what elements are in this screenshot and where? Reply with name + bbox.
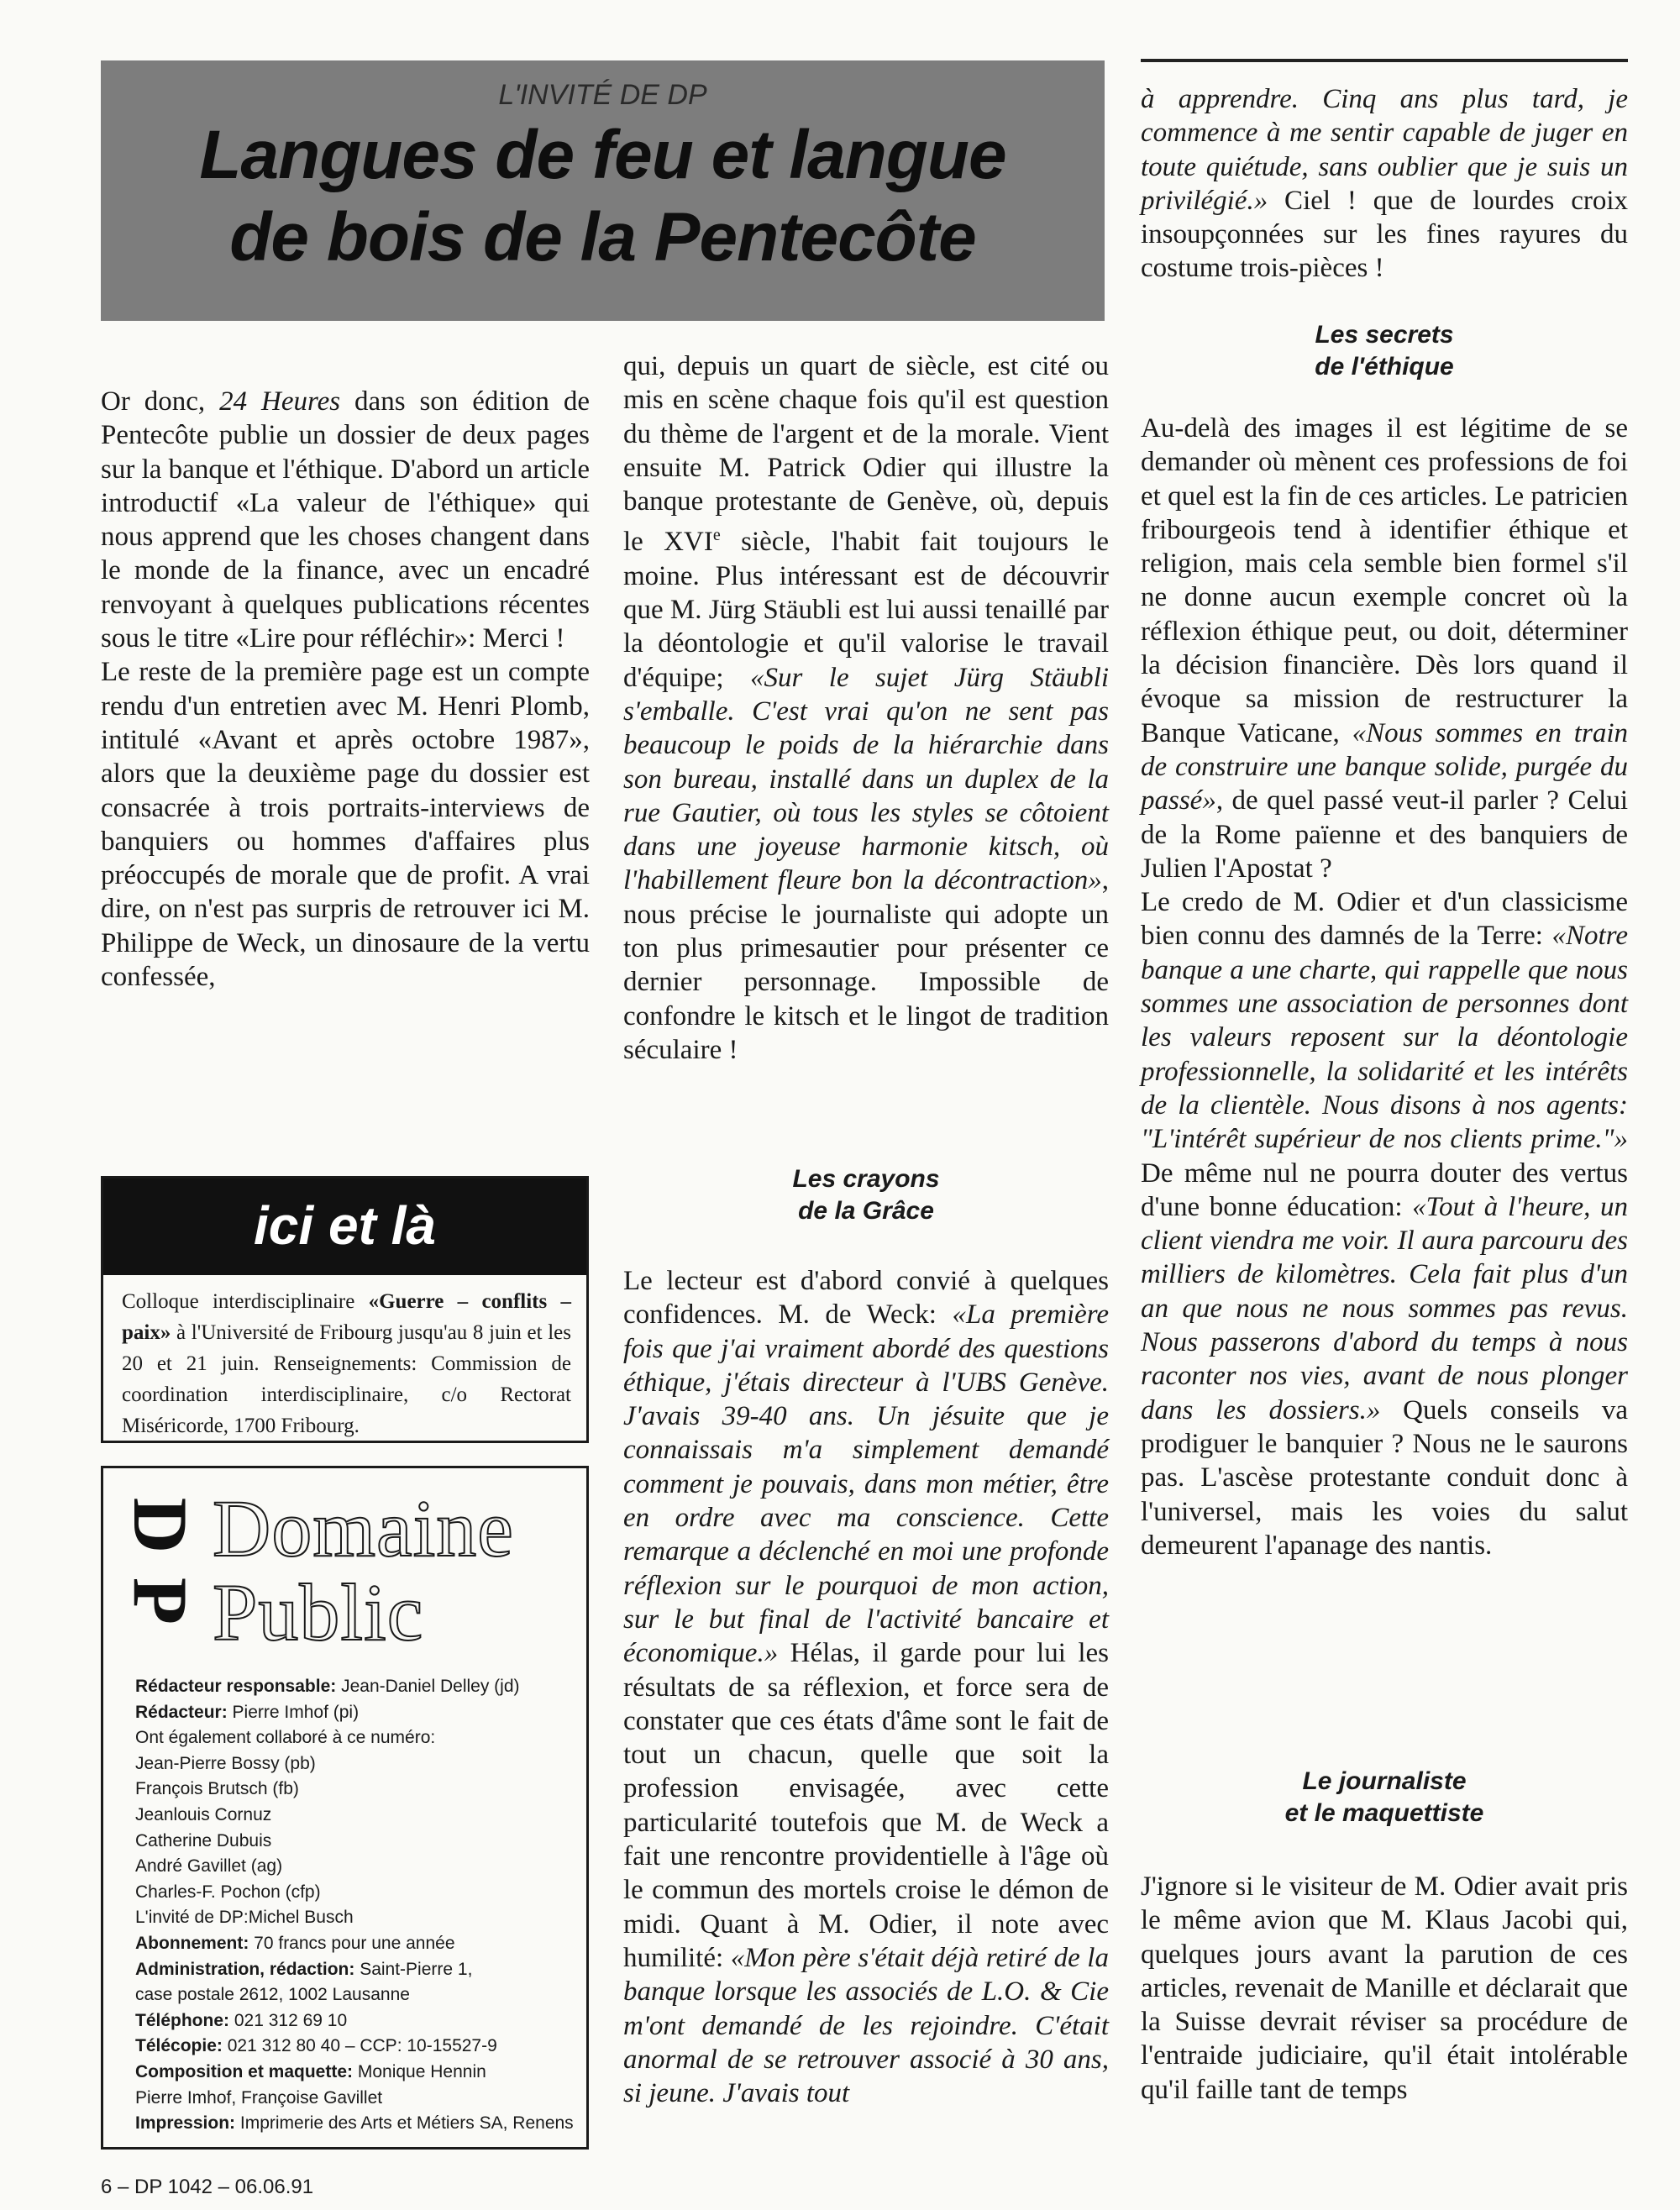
credit-label: Administration, rédaction: (135, 1959, 355, 1979)
credit-line (135, 2086, 576, 2112)
credit-line (135, 1829, 576, 1855)
paragraph: Or donc, 24 Heures dans son édition de Pentecôte publie un dossier de deux pages sur la banque et l'éthique. D'abord un article introductif «La valeur de l'éthique» qui nous apprend que les choses changent dans le monde de la finance, avec un encadré renvoyant à quelques publications récentes sous le titre «Lire pour réfléchir»: Merci ! (101, 386, 590, 654)
paragraph: Au-delà des images il est légitime de se demander où mènent ces professions de foi et quel est la fin de ces articles. Le patricien fribourgeois tend à identifier éthique et religion, mais cela semble bien formel s'il ne donne aucun exemple concret où la réflexion éthique peut, ou doit, déterminer la décision financière. Dès lors quand il évoque sa mission de restructurer la Banque Vaticane, «Nous sommes en train de construire une banque solide, purgée du passé», de quel passé veut-il parler ? Celui de la Rome païenne et des banquiers de Julien l'Apostat ? (1141, 413, 1628, 884)
credit-value: case postale 2612, 1002 Lausanne (135, 1985, 410, 2005)
credit-value: Imprimerie des Arts et Métiers SA, Renens (235, 2113, 574, 2134)
quote: «Nous sommes en train de construire une banque solide, purgée du passé» (1141, 717, 1628, 816)
credit-value: L'invité de DP:Michel Busch (135, 1908, 354, 1928)
page-title (101, 114, 1105, 279)
credit-line (135, 1957, 576, 1983)
subheading-crayons: Les crayons de la Grâce (792, 1165, 940, 1225)
title-line-1: Langues de feu et langue (199, 117, 1006, 193)
credit-line (135, 1725, 576, 1751)
dp-logo (117, 1492, 203, 1643)
credit-value: André Gavillet (ag) (135, 1856, 283, 1877)
header-banner (101, 60, 1105, 321)
ici-et-la-box (101, 1176, 589, 1443)
credit-value: Pierre Imhof (pi) (227, 1702, 360, 1722)
credits-list (135, 1674, 576, 2137)
credit-line (135, 2008, 576, 2034)
credit-label: Abonnement: (135, 1933, 249, 1953)
credit-value: Catherine Dubuis (135, 1830, 272, 1850)
credit-value: Jean-Pierre Bossy (pb) (135, 1753, 316, 1773)
column-3-top (1141, 82, 1628, 286)
credit-line (135, 1803, 576, 1829)
credit-label: Rédacteur: (135, 1702, 228, 1722)
quote: «Sur le sujet Jürg Stäubli s'emballe. C'est vrai qu'on ne sent pas beaucoup le poids de la hiérarchie dans son bureau, installé dans un duplex de la rue Gautier, où tous les styles se côtoient dans une joyeuse harmonie kitsch, où l'habillement fleure bon la décontraction» (623, 662, 1109, 896)
credit-line (135, 2111, 576, 2137)
credit-value: Pierre Imhof, Françoise Gavillet (135, 2087, 383, 2108)
column-3-bottom (1141, 1870, 1628, 2107)
credit-line (135, 1880, 576, 1906)
credit-value: 021 312 69 10 (229, 2010, 348, 2030)
column-2 (623, 349, 1109, 1067)
credit-value: Monique Hennin (353, 2061, 486, 2081)
credit-value: François Brutsch (fb) (135, 1779, 299, 1799)
ici-et-la-text: Colloque interdisciplinaire «Guerre – conflits – paix» à l'Université de Fribourg jusqu'au 8 juin et les 20 et 21 juin. Renseignements: Commission de coordination interdisciplinaire, c/o Rectorat Miséricorde, 1700 Fribourg. (122, 1290, 571, 1437)
dp-letter-p: P (117, 1577, 203, 1625)
quote: à apprendre. Cinq ans plus tard, je commence à me sentir capable de juger en toute quiétude, sans oublier que je suis un privilégié.» (1141, 84, 1628, 216)
credit-line (135, 1854, 576, 1880)
kicker: L'INVITÉ DE DP (498, 79, 707, 111)
credit-line (135, 1905, 576, 1931)
dp-letter-d: D (117, 1497, 203, 1554)
credit-line (135, 1700, 576, 1726)
column-2-lower (623, 1264, 1109, 2110)
paragraph: J'ignore si le visiteur de M. Odier avait pris le même avion que M. Klaus Jacobi qui, quelques jours avant la parution de ces articles, revenait de Manille et déclarait que la Suisse devrait réviser sa procédure de l'entraide judiciaire, qu'il était intolérable qu'il faille tant de temps (1141, 1871, 1628, 2105)
credit-label: Impression: (135, 2113, 236, 2134)
credit-line (135, 1751, 576, 1777)
column-top-rule (1141, 59, 1628, 62)
credit-line (135, 1777, 576, 1803)
paragraph: Le reste de la première page est un compte rendu d'un entretien avec M. Henri Plomb, intitulé «Avant et après octobre 1987», alors que la deuxième page du dossier est consacrée à trois portraits-interviews de banquiers ou hommes d'affaires plus préoccupés de morale que de profit. A vrai dire, on n'est pas surpris de retrouver ici M. Philippe de Weck, un dinosaure de la vertu confessée, (101, 657, 590, 993)
credit-label: Télécopie: (135, 2036, 223, 2056)
masthead-box (101, 1466, 589, 2150)
paragraph: qui, depuis un quart de siècle, est cité ou mis en scène chaque fois qu'il est question du thème de l'argent et de la morale. Vient ensuite M. Patrick Odier qui illustre la banque protestante de Genève, où, depuis le XVIe siècle, l'habit fait toujours le moine. Plus intéressant est de découvrir que M. Jürg Stäubli est lui aussi tenaillé par la déontologie et qu'il valorise le travail d'équipe; «Sur le sujet Jürg Stäubli s'emballe. C'est vrai qu'on ne sent pas beaucoup le poids de la hiérarchie dans son bureau, installé dans un duplex de la rue Gautier, où tous les styles se côtoient dans une joyeuse harmonie kitsch, où l'habillement fleure bon la décontraction», nous précise le journaliste qui adopte un ton plus primesautier pour présenter ce dernier personnage. Impossible de confondre le kitsch et le lingot de tradition séculaire ! (623, 351, 1109, 1065)
column-1 (101, 385, 590, 994)
paragraph: à apprendre. Cinq ans plus tard, je commence à me sentir capable de juger en toute quiétude, sans oublier que je suis un privilégié.» Ciel ! que de lourdes croix insoupçonnées sur les fines rayures du costume trois-pièces ! (1141, 84, 1628, 284)
credit-line (135, 1931, 576, 1957)
credit-value: Ont également collaboré à ce numéro: (135, 1728, 436, 1748)
credit-label: Rédacteur responsable: (135, 1677, 337, 1696)
credit-label: Téléphone: (135, 2010, 230, 2030)
credit-value: 70 francs pour une année (249, 1933, 455, 1953)
page-folio: 6 – DP 1042 – 06.06.91 (101, 2176, 314, 2198)
quote: «Tout à l'heure, un client viendra me voir. Il aura parcouru des milliers de kilomètres. Cela fait plus d'un an que nous ne nous sommes pas revus. Nous passerons d'abord du temps à nous raconter nos vies, avant de nous plonger dans les dossiers.» (1141, 1191, 1628, 1425)
newspaper-title: 24 Heures (219, 386, 341, 417)
credit-value: 021 312 80 40 – CCP: 10-15527-9 (222, 2036, 497, 2056)
paragraph: Le credo de M. Odier et d'un classicisme bien connu des damnés de la Terre: «Notre banque a une charte, qui rappelle que nous sommes une association de personnes dont les valeurs reposent sur la déontologie professionnelle, la solidarité et les intérêts de la clientèle. Nous disons à nos agents: "L'intérêt supérieur de nos clients prime."» De même nul ne pourra douter des vertus d'une bonne éducation: «Tout à l'heure, un client viendra me voir. Il aura parcouru des milliers de kilomètres. Cela fait plus d'un an que nous ne nous sommes pas revus. Nous passerons d'abord du temps à nous raconter nos vies, avant de nous plonger dans les dossiers.» Quels conseils va prodiguer le banquier ? Nous ne le saurons pas. L'ascèse protestante conduit donc à l'universel, mais les voies du salut demeurent l'apanage des nantis. (1141, 887, 1629, 1561)
ici-et-la-heading: ici et là (103, 1178, 586, 1275)
subheading-journaliste: Le journaliste et le maquettiste (1284, 1767, 1484, 1827)
credit-line (135, 1982, 576, 2008)
credit-line (135, 2034, 576, 2060)
credit-value: Charles-F. Pochon (cfp) (135, 1882, 321, 1902)
masthead-title: Domaine Public (213, 1483, 514, 1657)
credit-value: Jean-Daniel Delley (jd) (336, 1677, 520, 1696)
subheading-secrets: Les secrets de l'éthique (1315, 321, 1454, 381)
column-3-middle (1141, 412, 1628, 1562)
credit-line (135, 2060, 576, 2086)
credit-label: Composition et maquette: (135, 2061, 354, 2081)
quote: «Notre banque a une charte, qui rappelle que nous sommes une association de personnes dont les valeurs reposent sur la déontologie professionnelle, la solidarité et les intérêts de la clientèle. Nous disons à nos agents: "L'intérêt supérieur de nos clients prime."» (1141, 921, 1628, 1155)
credit-value: Saint-Pierre 1, (354, 1959, 473, 1979)
paragraph: Le lecteur est d'abord convié à quelques confidences. M. de Weck: «La première fois que j'ai vraiment abordé des questions éthique, j'étais directeur à l'UBS Genève. J'avais 39-40 ans. Un jésuite que je connaissais m'a simplement demandé comment je pouvais, dans mon métier, être en ordre avec ma conscience. Cette remarque a déclenché en moi une profonde réflexion sur le pourquoi de mon action, sur le but final de l'activité bancaire et économique.» Hélas, il garde pour lui les résultats de sa réflexion, et force sera de constater que ces états d'âme sont le fait de tout un chacun, quelle que soit la profession envisagée, avec cette particularité toutefois que M. de Weck a fait une rencontre providentielle à l'âge où le commun des mortels croise le démon de midi. Quant à M. Odier, il note avec humilité: «Mon père s'était déjà retiré de la banque lorsque les associés de L.O. & Cie m'ont demandé de les rejoindre. C'était anormal de se retrouver associé à 30 ans, si jeune. J'avais tout (623, 1266, 1110, 2109)
quote: «La première fois que j'ai vraiment abordé des questions éthique, j'étais directeur à l'UBS Genève. J'avais 39-40 ans. Un jésuite que je connaissais m'a simplement demandé comment je pouvais, dans mon métier, être en ordre avec ma conscience. Cette remarque a déclenché en moi une profonde réflexion sur le pourquoi de mon action, sur le but final de l'activité bancaire et économique.» (623, 1299, 1110, 1669)
credit-value: Jeanlouis Cornuz (135, 1804, 272, 1824)
title-line-2: de bois de la Pentecôte (229, 199, 976, 276)
credit-line (135, 1674, 576, 1700)
quote: «Mon père s'était déjà retiré de la banque lorsque les associés de L.O. & Cie m'ont demandé de les rejoindre. C'était anormal de se retrouver associé à 30 ans, si jeune. J'avais tout (623, 1942, 1109, 2109)
